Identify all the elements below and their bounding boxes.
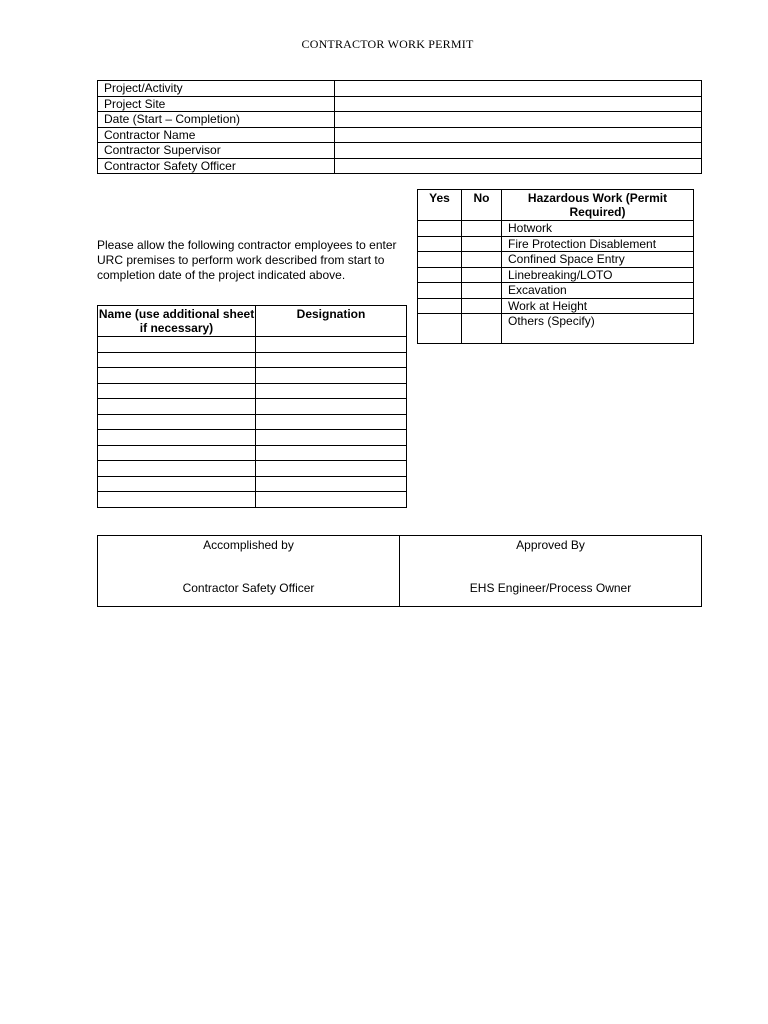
- table-row: [98, 337, 407, 353]
- table-row: [418, 267, 694, 283]
- designation-cell[interactable]: [256, 399, 407, 415]
- designation-cell[interactable]: [256, 445, 407, 461]
- designation-cell[interactable]: [256, 476, 407, 492]
- table-header-row: [418, 190, 694, 221]
- table-row: [418, 221, 694, 237]
- table-row: [98, 112, 702, 128]
- table-header-row: [98, 306, 407, 337]
- signature-table: [97, 535, 702, 607]
- table-row: [418, 236, 694, 252]
- project-info-table: [97, 80, 702, 174]
- table-row: [98, 127, 702, 143]
- table-row: [98, 476, 407, 492]
- hazardous-work-table: [417, 189, 694, 344]
- yes-cell[interactable]: [418, 298, 462, 314]
- table-row: [98, 461, 407, 477]
- table-row: [98, 383, 407, 399]
- no-cell[interactable]: [462, 252, 502, 268]
- hazard-label: Linebreaking/LOTO: [502, 267, 694, 283]
- name-cell[interactable]: [98, 476, 256, 492]
- table-row: [98, 96, 702, 112]
- name-cell[interactable]: [98, 399, 256, 415]
- table-row: [98, 158, 702, 174]
- table-row: [98, 143, 702, 159]
- info-value-field[interactable]: [335, 127, 702, 143]
- hazard-label: Others (Specify): [502, 314, 694, 344]
- info-value-field[interactable]: [335, 81, 702, 97]
- designation-column-header: Designation: [256, 306, 407, 337]
- info-label: Contractor Supervisor: [98, 143, 335, 159]
- table-row: [98, 536, 702, 607]
- table-row: [98, 445, 407, 461]
- table-row: [98, 399, 407, 415]
- table-row: [98, 352, 407, 368]
- designation-cell[interactable]: [256, 352, 407, 368]
- designation-cell[interactable]: [256, 461, 407, 477]
- contractor-safety-officer-label: Contractor Safety Officer: [182, 581, 315, 595]
- no-column-header: No: [462, 190, 502, 221]
- info-label: Project Site: [98, 96, 335, 112]
- table-row: [98, 368, 407, 384]
- hazard-label: Confined Space Entry: [502, 252, 694, 268]
- name-cell[interactable]: [98, 337, 256, 353]
- name-cell[interactable]: [98, 368, 256, 384]
- name-cell[interactable]: [98, 414, 256, 430]
- designation-cell[interactable]: [256, 430, 407, 446]
- name-cell[interactable]: [98, 461, 256, 477]
- hazard-label: Fire Protection Disablement: [502, 236, 694, 252]
- no-cell[interactable]: [462, 221, 502, 237]
- table-row: [98, 81, 702, 97]
- yes-cell[interactable]: [418, 314, 462, 344]
- no-cell[interactable]: [462, 314, 502, 344]
- table-row: [418, 283, 694, 299]
- hazard-column-header: Hazardous Work (Permit Required): [502, 190, 694, 221]
- yes-cell[interactable]: [418, 236, 462, 252]
- no-cell[interactable]: [462, 236, 502, 252]
- accomplished-by-label: Accomplished by: [203, 538, 294, 552]
- name-column-header: Name (use additional sheet if necessary): [98, 307, 255, 335]
- designation-cell[interactable]: [256, 383, 407, 399]
- employee-names-table: [97, 305, 407, 508]
- table-row: [98, 430, 407, 446]
- info-value-field[interactable]: [335, 96, 702, 112]
- yes-cell[interactable]: [418, 221, 462, 237]
- hazard-label: Hotwork: [502, 221, 694, 237]
- no-cell[interactable]: [462, 298, 502, 314]
- approved-by-label: Approved By: [516, 538, 585, 552]
- table-row: [98, 492, 407, 508]
- name-cell[interactable]: [98, 430, 256, 446]
- info-value-field[interactable]: [335, 143, 702, 159]
- yes-column-header: Yes: [418, 190, 462, 221]
- name-cell[interactable]: [98, 445, 256, 461]
- ehs-engineer-label: EHS Engineer/Process Owner: [469, 581, 632, 595]
- page-title: CONTRACTOR WORK PERMIT: [301, 37, 474, 51]
- instruction-text: Please allow the following contractor employees to enter URC premises to perform work described from start to completion date of the project indicated above.: [97, 238, 397, 282]
- table-row: [418, 252, 694, 268]
- approved-by-cell[interactable]: [400, 536, 702, 607]
- table-row: [98, 414, 407, 430]
- designation-cell[interactable]: [256, 337, 407, 353]
- yes-cell[interactable]: [418, 252, 462, 268]
- info-label: Project/Activity: [98, 81, 335, 97]
- info-label: Date (Start – Completion): [98, 112, 335, 128]
- no-cell[interactable]: [462, 283, 502, 299]
- info-label: Contractor Name: [98, 127, 335, 143]
- hazard-label: Excavation: [502, 283, 694, 299]
- yes-cell[interactable]: [418, 283, 462, 299]
- name-cell[interactable]: [98, 352, 256, 368]
- table-row: [418, 314, 694, 344]
- info-label: Contractor Safety Officer: [98, 158, 335, 174]
- name-cell[interactable]: [98, 492, 256, 508]
- hazard-label: Work at Height: [502, 298, 694, 314]
- designation-cell[interactable]: [256, 414, 407, 430]
- designation-cell[interactable]: [256, 368, 407, 384]
- name-cell[interactable]: [98, 383, 256, 399]
- accomplished-by-cell[interactable]: [98, 536, 400, 607]
- info-value-field[interactable]: [335, 158, 702, 174]
- designation-cell[interactable]: [256, 492, 407, 508]
- no-cell[interactable]: [462, 267, 502, 283]
- table-row: [418, 298, 694, 314]
- info-value-field[interactable]: [335, 112, 702, 128]
- yes-cell[interactable]: [418, 267, 462, 283]
